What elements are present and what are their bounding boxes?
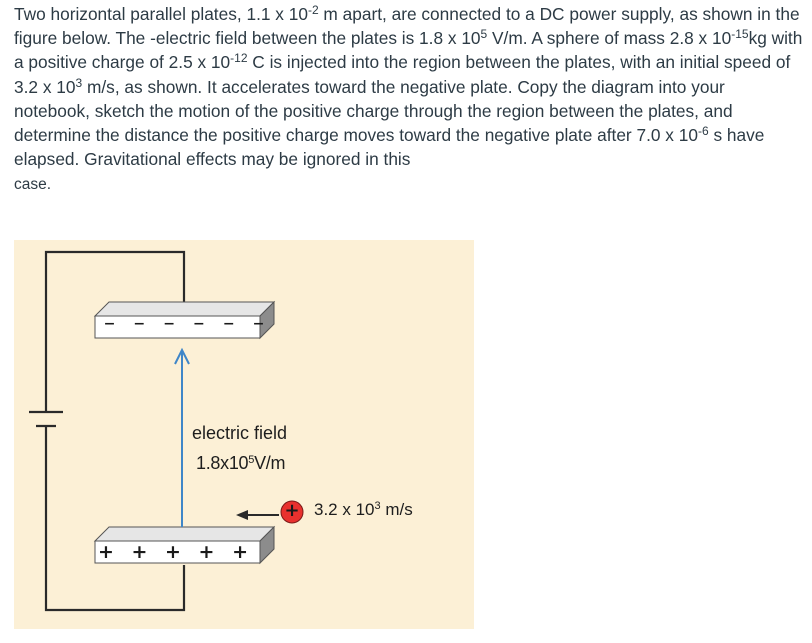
positive-sign: + <box>232 541 248 563</box>
problem-text-4: kg with a positive charge of 2.5 x 10 <box>14 28 803 73</box>
negative-sign: – <box>252 311 264 336</box>
field-value-label <box>196 453 285 474</box>
exponent-1: -2 <box>307 3 319 17</box>
negative-sign: – <box>104 311 115 336</box>
negative-signs <box>104 313 264 335</box>
positive-signs <box>98 541 248 563</box>
speed-label <box>314 500 413 520</box>
problem-text-8: case. <box>14 176 52 194</box>
velocity-arrowhead <box>236 510 248 520</box>
problem-text-7: s have elapsed. Gravitational effects may be ignored in this <box>14 125 765 170</box>
exponent-6: -6 <box>697 124 709 139</box>
problem-text-6: m/s, as shown. It accelerates toward the negative plate. Copy the diagram into your notebook, sketch the motion of the positive charge through the region between the plates, and determine the distance the positive charge moves toward the negative plate after 7.0 x 10 <box>14 76 733 146</box>
field-unit: V/m <box>254 453 286 473</box>
field-value: 1.8x10 <box>196 453 249 473</box>
parallel-plates-figure <box>14 240 474 629</box>
exponent-5: 3 <box>75 75 83 90</box>
exponent-4: -12 <box>230 51 248 66</box>
negative-sign: – <box>193 311 205 336</box>
speed-unit: m/s <box>380 500 413 519</box>
field-label: electric field <box>192 423 288 443</box>
exponent-2: 5 <box>480 27 488 42</box>
positive-sign: + <box>131 541 148 563</box>
problem-text-3: V/m. A sphere of mass 2.8 x 10 <box>487 28 732 49</box>
circuit-wire-bottom <box>46 426 184 610</box>
negative-sign: – <box>133 311 145 336</box>
speed-exponent: 3 <box>374 500 381 512</box>
positive-sign: + <box>165 541 181 563</box>
negative-sign: – <box>223 311 235 336</box>
problem-text-2: m apart, are connected to a DC power supply, as shown in the figure below. The -electric field between the plates is 1.8 x 10 <box>14 4 800 49</box>
speed-value: 3.2 x 10 <box>314 500 375 519</box>
positive-sign: + <box>98 541 114 563</box>
positive-sign: + <box>198 541 215 563</box>
exponent-3: -15 <box>731 27 749 42</box>
field-exponent: 5 <box>248 454 255 466</box>
negative-sign: – <box>163 311 175 336</box>
problem-statement <box>14 2 804 198</box>
charge-plus-sign: + <box>284 500 300 521</box>
problem-text-1: Two horizontal parallel plates, 1.1 x 10 <box>14 4 308 24</box>
problem-text-5: C is injected into the region between the plates, with an initial speed of 3.2 x 10 <box>14 52 791 97</box>
